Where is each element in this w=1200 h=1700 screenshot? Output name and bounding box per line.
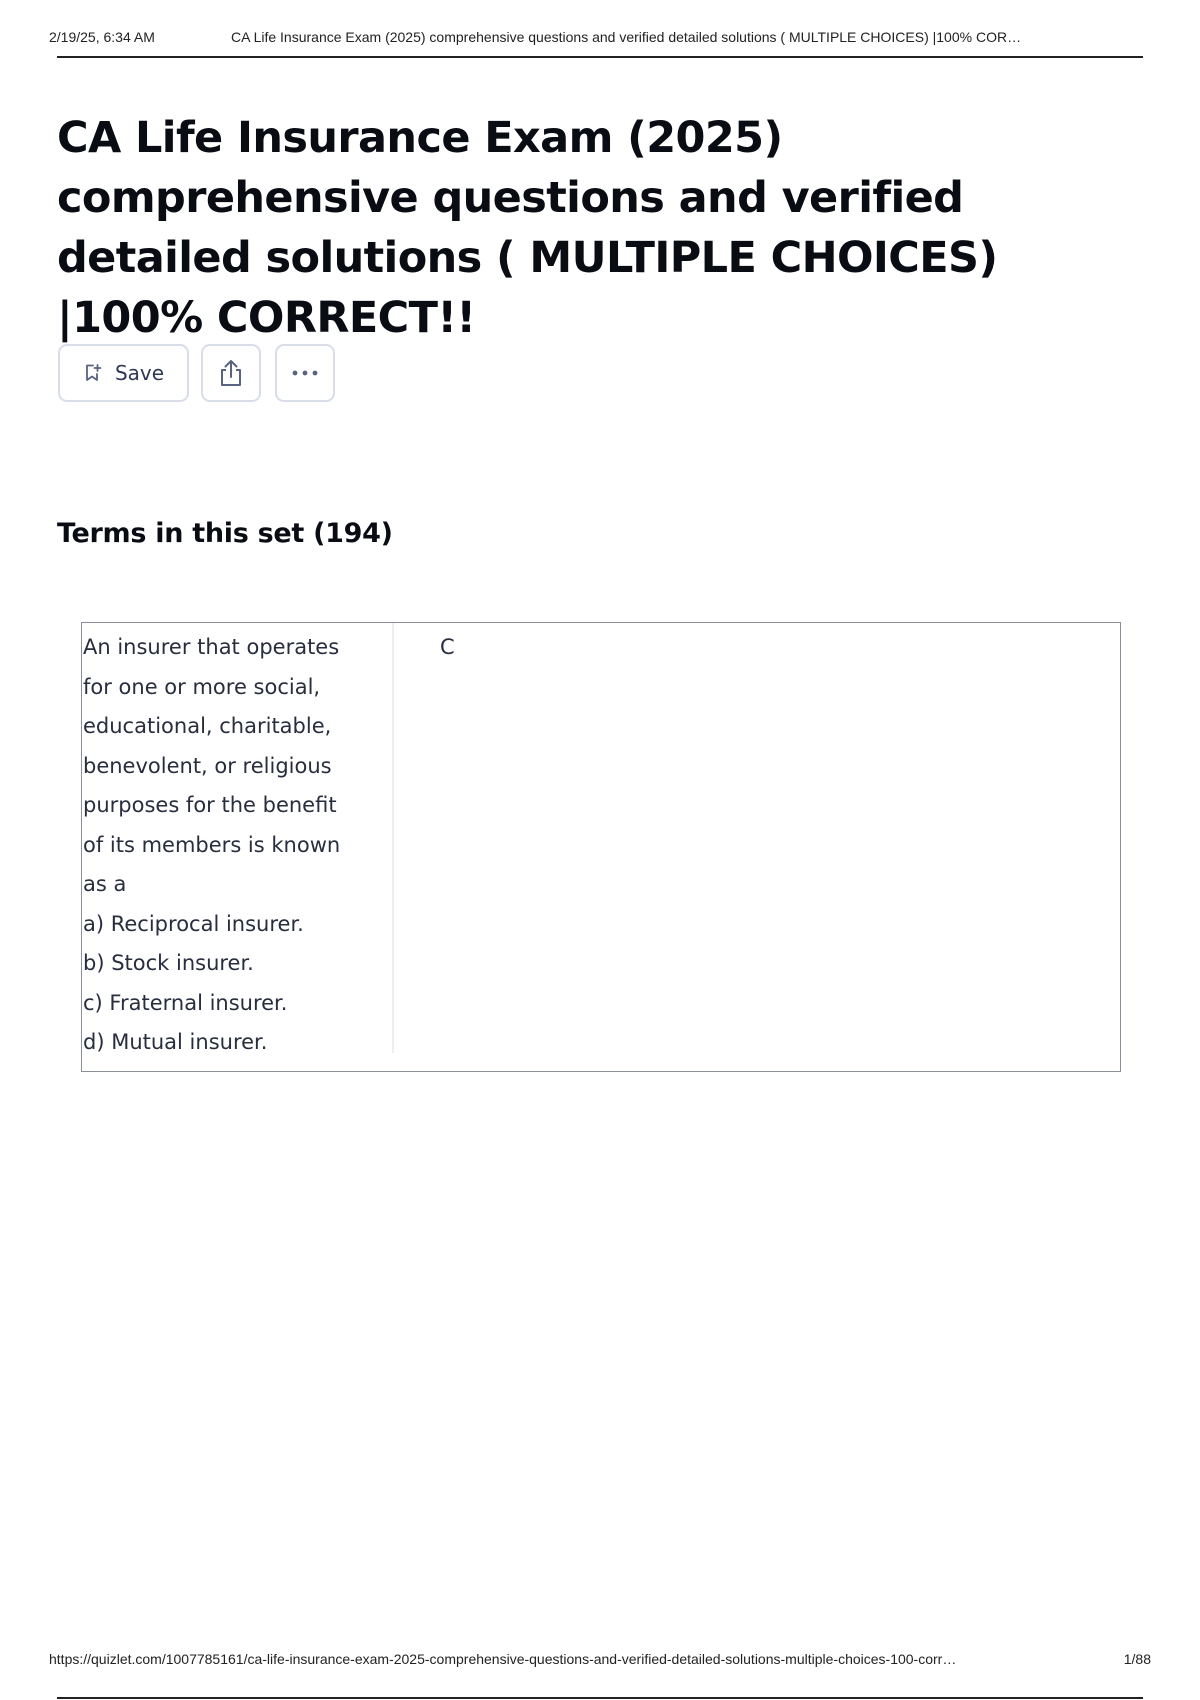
share-icon [217, 358, 245, 388]
ellipsis-icon [291, 369, 319, 377]
term-text: An insurer that operates for one or more social, educational, charitable, benevolent, or religious purposes for the benefit of its members is known as a a) Reciprocal insurer. b) Stock insurer. c) Fraternal insurer. d) Mutual insurer. [83, 635, 341, 1054]
page-number: 1/88 [1123, 1651, 1151, 1667]
more-options-button[interactable] [275, 344, 335, 402]
print-doc-title: CA Life Insurance Exam (2025) comprehensive questions and verified detailed solutions ( MULTIPLE CHOICES) |100% COR… [231, 29, 1022, 45]
print-date: 2/19/25, 6:34 AM [49, 29, 155, 45]
page-url: https://quizlet.com/1007785161/ca-life-insurance-exam-2025-comprehensive-questions-and-verified-detailed-solutions-multiple-choices-100-corr… [49, 1651, 957, 1667]
bookmark-plus-icon [83, 363, 103, 383]
term-card [81, 622, 1121, 1072]
footer-divider [57, 1697, 1143, 1699]
share-button[interactable] [201, 344, 261, 402]
page-title: CA Life Insurance Exam (2025) comprehensive questions and verified detailed solutions ( MULTIPLE CHOICES) |100% CORRECT!! [57, 113, 998, 343]
terms-heading: Terms in this set (194) [57, 518, 393, 549]
term-definition-divider [392, 623, 394, 1053]
definition-text: C [440, 635, 455, 659]
save-button[interactable] [58, 344, 189, 402]
save-button-label: Save [114, 361, 165, 385]
header-divider [57, 56, 1143, 58]
